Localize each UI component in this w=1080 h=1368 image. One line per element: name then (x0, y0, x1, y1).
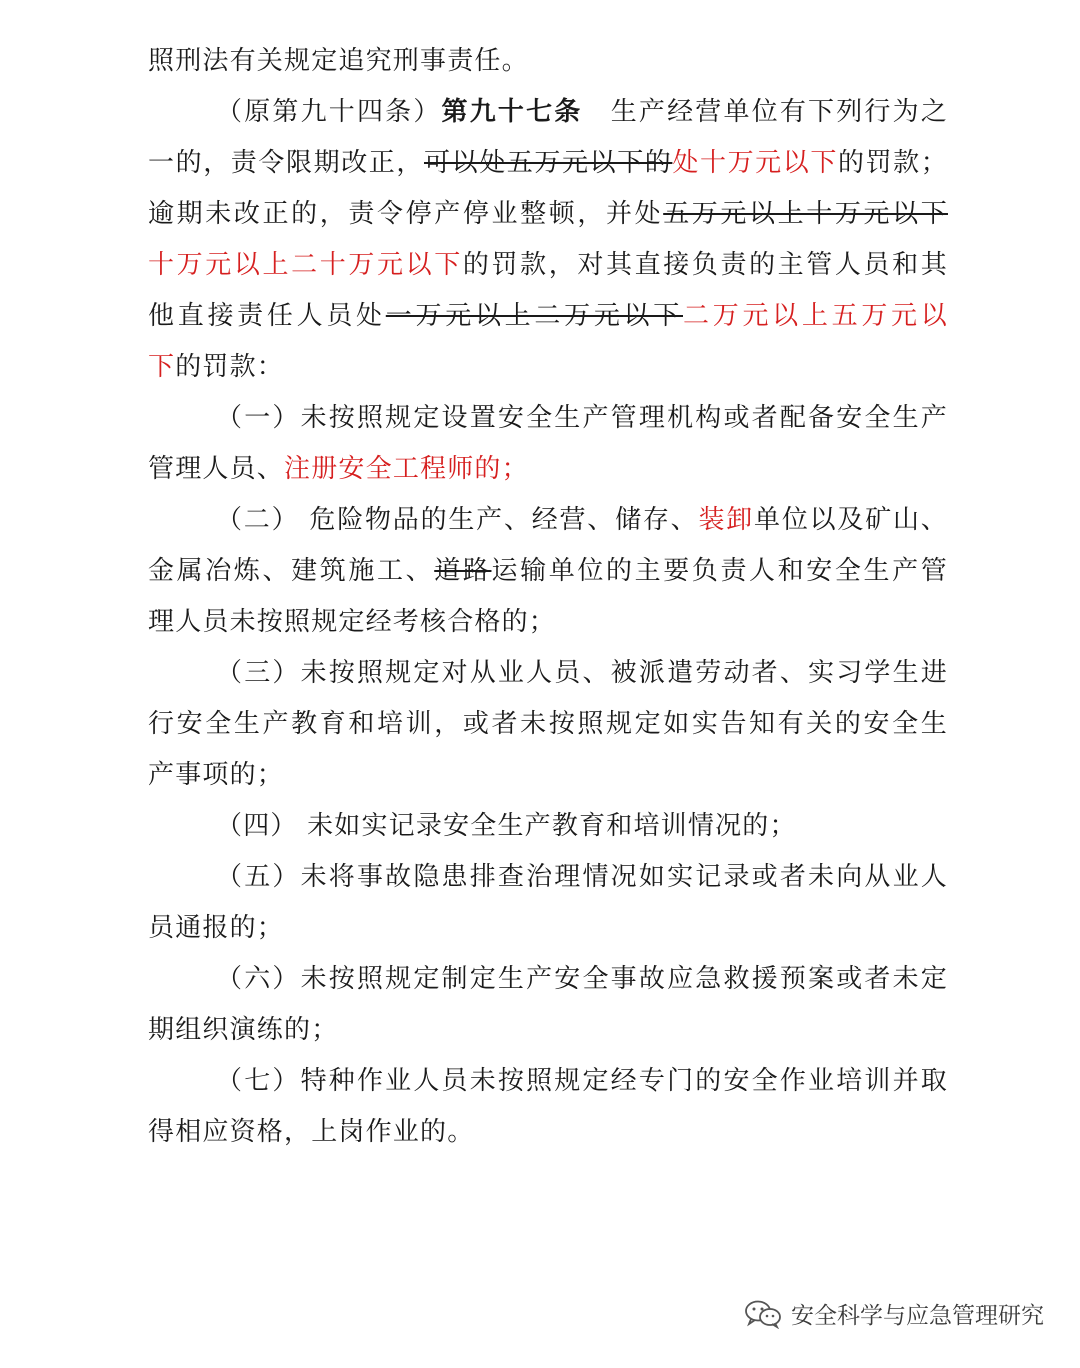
text-segment: 他直接责任人员处 (148, 301, 386, 331)
text-line (148, 546, 948, 597)
text-segment: 一的，责令限期改正， (148, 148, 424, 178)
text-segment: 照刑法有关规定追究刑事责任。 (148, 46, 529, 76)
text-segment: 产事项的； (148, 760, 285, 790)
text-line (148, 36, 948, 87)
text-segment: （六）未按照规定制定生产安全事故应急救援预案或者未定 (216, 964, 948, 994)
text-segment: （一）未按照规定设置安全生产管理机构或者配备安全生产 (216, 403, 948, 433)
text-line (148, 444, 948, 495)
text-line (148, 240, 948, 291)
wechat-icon (743, 1299, 783, 1329)
text-segment: 管理人员、 (148, 454, 285, 484)
deleted-text: 可以处五万元以下的 (424, 148, 673, 178)
text-segment: 员通报的； (148, 913, 285, 943)
text-line (148, 138, 948, 189)
text-segment: 的罚款： (175, 352, 285, 382)
text-line (148, 291, 948, 342)
text-line (148, 342, 948, 393)
inserted-text: 注册安全工程师的； (284, 454, 529, 484)
text-line (148, 1005, 948, 1056)
text-line (148, 954, 948, 1005)
text-line (148, 648, 948, 699)
text-segment: 行安全生产教育和培训，或者未按照规定如实告知有关的安全生 (148, 709, 948, 739)
text-segment: （二） 危险物品的生产、经营、储存、 (216, 505, 699, 535)
text-line (148, 903, 948, 954)
text-segment: 运输单位的主要负责人和安全生产管 (491, 556, 948, 586)
document-body (148, 36, 948, 1158)
text-segment: （五）未将事故隐患排查治理情况如实记录或者未向从业人 (216, 862, 948, 892)
inserted-text: 下 (148, 352, 176, 382)
inserted-text: 二万元以上五万元以 (683, 301, 948, 331)
text-segment: 的罚款，对其直接负责的主管人员和其 (462, 250, 948, 280)
text-line (148, 1056, 948, 1107)
text-segment: 逾期未改正的，责令停产停业整顿，并处 (148, 199, 664, 229)
text-line (148, 189, 948, 240)
text-line (148, 495, 948, 546)
watermark-text: 安全科学与应急管理研究 (791, 1303, 1044, 1329)
text-segment: 的罚款； (837, 148, 948, 178)
inserted-text: 装卸 (698, 505, 755, 535)
watermark (743, 1297, 1044, 1330)
article-number: 第九十七条 (441, 97, 583, 127)
text-segment: （七）特种作业人员未按照规定经专门的安全作业培训并取 (216, 1066, 948, 1096)
text-segment: 生产经营单位有下列行为之 (582, 97, 948, 127)
deleted-text: 道路 (434, 556, 492, 586)
text-segment: （三）未按照规定对从业人员、被派遣劳动者、实习学生进 (216, 658, 948, 688)
text-segment: 单位以及矿山、 (754, 505, 948, 535)
inserted-text: 处十万元以下 (672, 148, 838, 178)
text-line (148, 801, 948, 852)
text-line (148, 393, 948, 444)
text-line (148, 1107, 948, 1158)
text-line (148, 699, 948, 750)
text-line (148, 750, 948, 801)
text-line (148, 852, 948, 903)
text-segment: 理人员未按照规定经考核合格的； (148, 607, 557, 637)
deleted-text: 一万元以上二万元以下 (385, 301, 683, 331)
text-line (148, 87, 948, 138)
text-line (148, 597, 948, 648)
text-segment: （原第九十四条） (216, 97, 442, 127)
deleted-text: 五万元以上十万元以下 (663, 199, 948, 229)
text-segment: 期组织演练的； (148, 1015, 339, 1045)
text-segment: 得相应资格，上岗作业的。 (148, 1117, 475, 1147)
text-segment: （四） 未如实记录安全生产教育和培训情况的； (216, 811, 797, 841)
inserted-text: 十万元以上二十万元以下 (148, 250, 463, 280)
text-segment: 金属冶炼、建筑施工、 (148, 556, 435, 586)
